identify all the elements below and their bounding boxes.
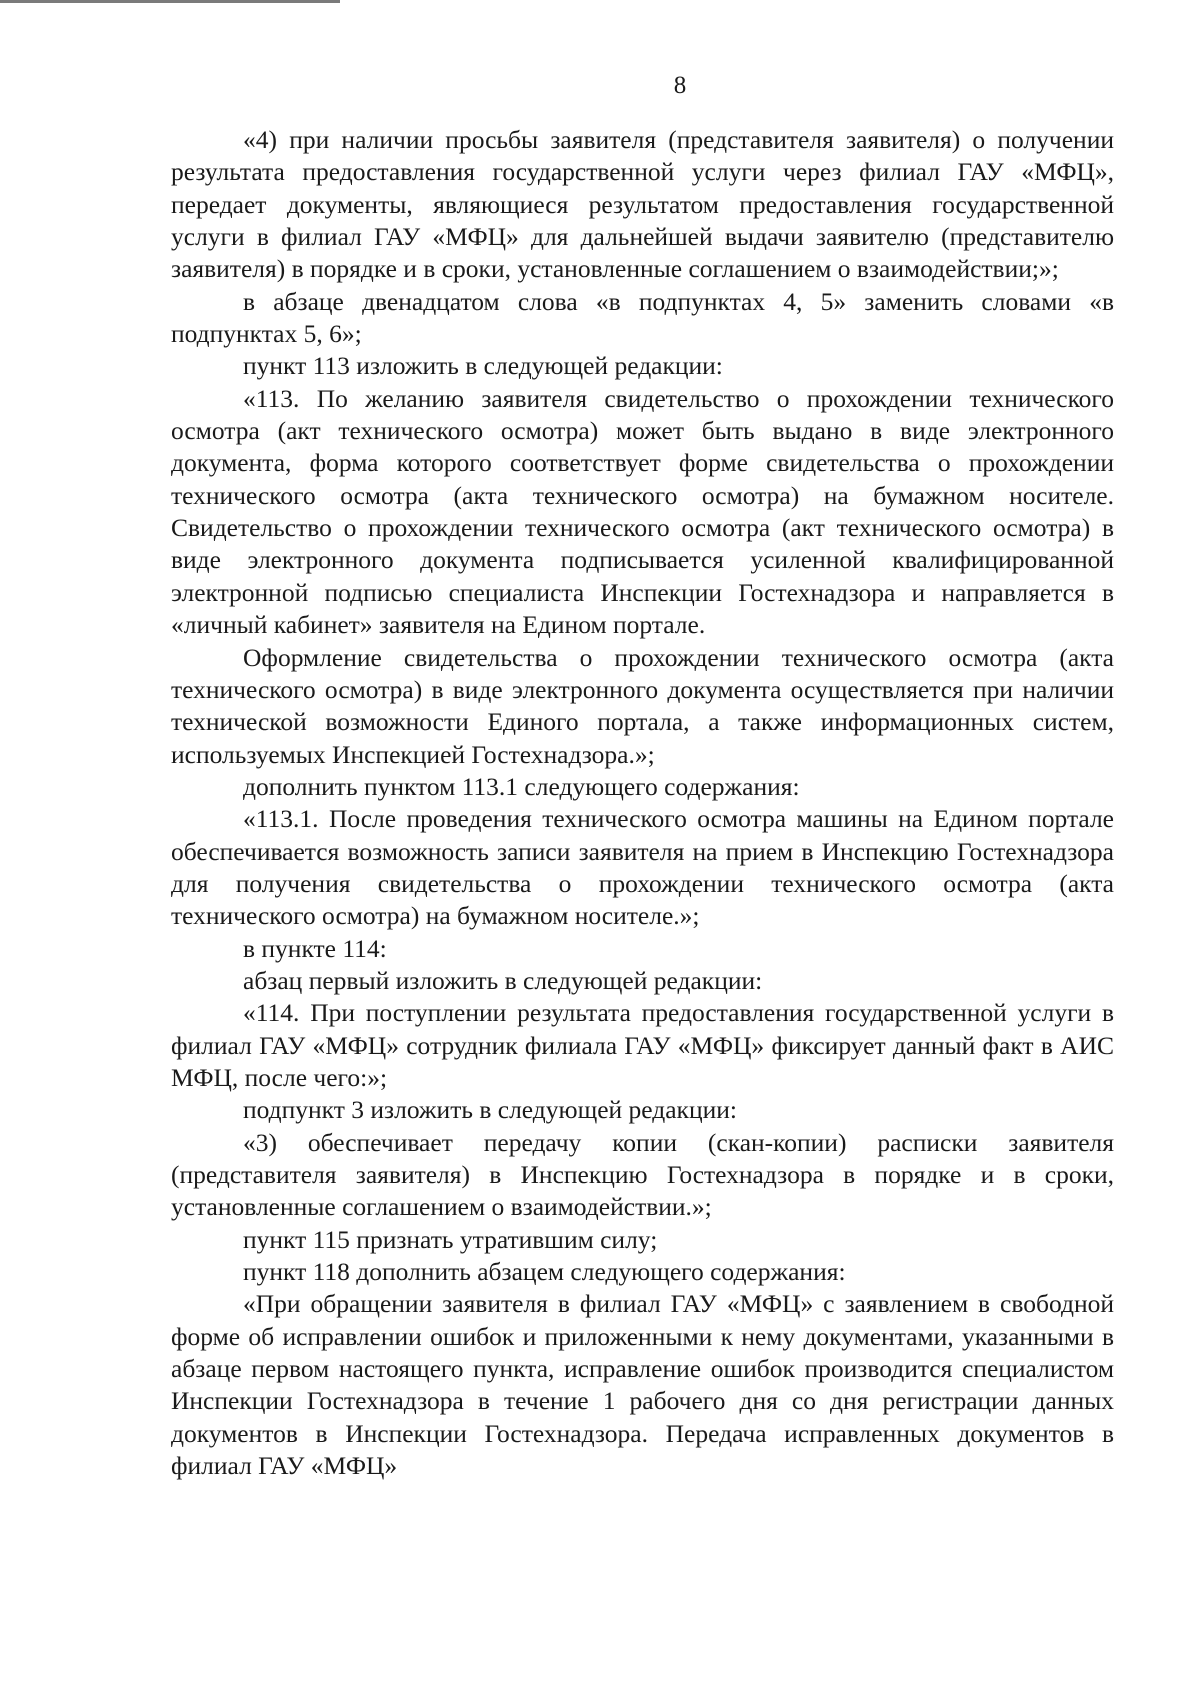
paragraph-point-113-text: «113. По желанию заявителя свидетельство о прохождении технического осмотра (акт технического осмотра) может быть выдано в виде электронного документа, форма которого соответствует форме свидетельства о прохождении технического осмотра (акта технического осмотра) на бумажном носителе. Свидетельство о прохождении технического осмотра (акт технического осмотра) в виде электронного документа подписывается усиленной квалифицированной электронной подписью специалиста Инспекции Гостехнадзора и направляется в «личный кабинет» заявителя на Едином портале. — [171, 383, 1114, 640]
page-number: 8 — [673, 72, 687, 99]
paragraph-point-114-intro: в пункте 114: — [243, 933, 387, 963]
paragraph-point-118-intro: пункт 118 дополнить абзацем следующего содержания: — [243, 1257, 846, 1287]
document-body — [171, 124, 1114, 1482]
paragraph-point-113-1-intro: дополнить пунктом 113.1 следующего содержания: — [243, 771, 800, 801]
paragraph-point-114-text: «114. При поступлении результата предоставления государственной услуги в филиал ГАУ «МФЦ» сотрудник филиала ГАУ «МФЦ» фиксирует данный факт в АИС МФЦ, после чего:»; — [171, 998, 1114, 1092]
paragraph-abzac-12-change: в абзаце двенадцатом слова «в подпунктах 4, 5» заменить словами «в подпунктах 5, 6»; — [171, 286, 1114, 349]
scan-edge-line — [0, 0, 340, 3]
paragraph-point-113-1-text: «113.1. После проведения технического осмотра машины на Едином портале обеспечивается возможность записи заявителя на прием в Инспекцию Гостехнадзора для получения свидетельства о прохождении технического осмотра (акта технического осмотра) на бумажном носителе.»; — [171, 804, 1114, 931]
paragraph-point-113-continuation: Оформление свидетельства о прохождении технического осмотра (акта технического осмотра) в виде электронного документа осуществляется при наличии технической возможности Единого портала, а также информационных систем, используемых Инспекцией Гостехнадзора.»; — [171, 642, 1114, 769]
paragraph-point-118-text: «При обращении заявителя в филиал ГАУ «МФЦ» с заявлением в свободной форме об исправлении ошибок и приложенными к нему документами, указанными в абзаце первом настоящего пункта, исправление ошибок производится специалистом Инспекции Гостехнадзора в течение 1 рабочего дня со дня регистрации данных документов в Инспекции Гостехнадзора. Передача исправленных документов в филиал ГАУ «МФЦ» — [171, 1289, 1114, 1481]
paragraph-point-115-repeal: пункт 115 признать утратившим силу; — [243, 1224, 658, 1254]
paragraph-subpoint-3-intro: подпункт 3 изложить в следующей редакции: — [243, 1095, 737, 1125]
paragraph-subpoint-3-text: «3) обеспечивает передачу копии (скан-копии) расписки заявителя (представителя заявителя) в Инспекцию Гостехнадзора в порядке и в сроки, установленные соглашением о взаимодействии.»; — [171, 1127, 1114, 1222]
paragraph-point-114-abzac-1-intro: абзац первый изложить в следующей редакции: — [243, 965, 763, 995]
paragraph-point-113-intro: пункт 113 изложить в следующей редакции: — [243, 351, 723, 381]
paragraph-subpoint-4: «4) при наличии просьбы заявителя (представителя заявителя) о получении результата предоставления государственной услуги через филиал ГАУ «МФЦ», передает документы, являющиеся результатом предоставления государственной услуги в филиал ГАУ «МФЦ» для дальнейшей выдачи заявителю (представителю заявителя) в порядке и в сроки, установленные соглашением о взаимодействии;»; — [171, 125, 1114, 284]
